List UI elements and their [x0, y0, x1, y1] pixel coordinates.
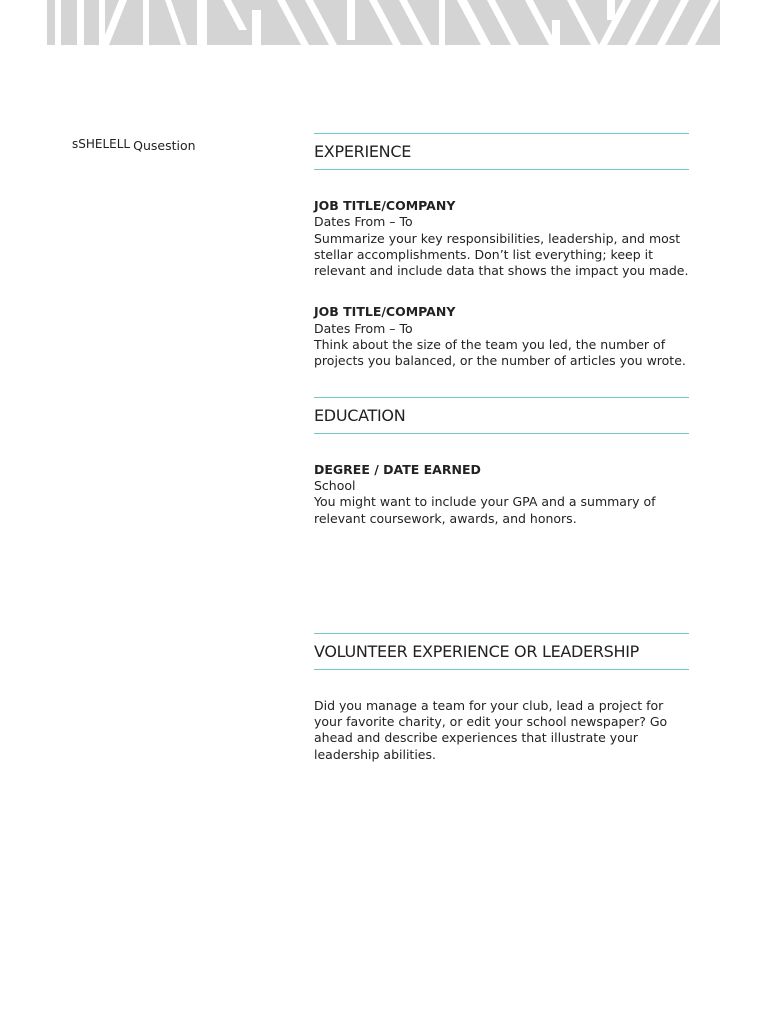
school-name: School	[314, 477, 356, 493]
job-description: Summarize your key responsibilities, leadership, and most stellar accomplishments. Don’t list everything; keep it relevant and include data that shows the impact you made.	[314, 230, 689, 279]
volunteer-entry	[314, 698, 689, 763]
job-entry	[314, 198, 689, 279]
job-title: JOB TITLE/COMPANY	[314, 198, 456, 213]
job-dates: Dates From – To	[314, 320, 413, 336]
main-column	[314, 133, 689, 763]
degree-title: DEGREE / DATE EARNED	[314, 461, 481, 477]
experience-heading: EXPERIENCE	[314, 142, 412, 161]
candidate-name	[72, 136, 196, 151]
education-heading: EDUCATION	[314, 405, 406, 425]
header-stripe-pattern	[47, 0, 720, 45]
job-dates: Dates From – To	[314, 214, 413, 230]
last-name: Qusestion	[133, 138, 196, 153]
experience-section-header	[314, 133, 689, 170]
job-entry	[314, 304, 689, 369]
education-description: You might want to include your GPA and a summary of relevant coursework, awards, and honors.	[314, 494, 656, 526]
education-section-header	[314, 397, 689, 434]
volunteer-heading: VOLUNTEER EXPERIENCE OR LEADERSHIP	[314, 641, 640, 661]
education-entry	[314, 462, 689, 527]
volunteer-description: Did you manage a team for your club, lead a project for your favorite charity, or edit your school newspaper? Go ahead and describe experiences that illustrate your leadership abilities.	[314, 697, 668, 762]
job-description: Think about the size of the team you led, the number of projects you balanced, or the number of articles you wrote.	[314, 337, 686, 369]
job-title: JOB TITLE/COMPANY	[314, 304, 456, 320]
first-name: sSHELELL	[72, 137, 131, 151]
volunteer-section-header	[314, 633, 689, 670]
